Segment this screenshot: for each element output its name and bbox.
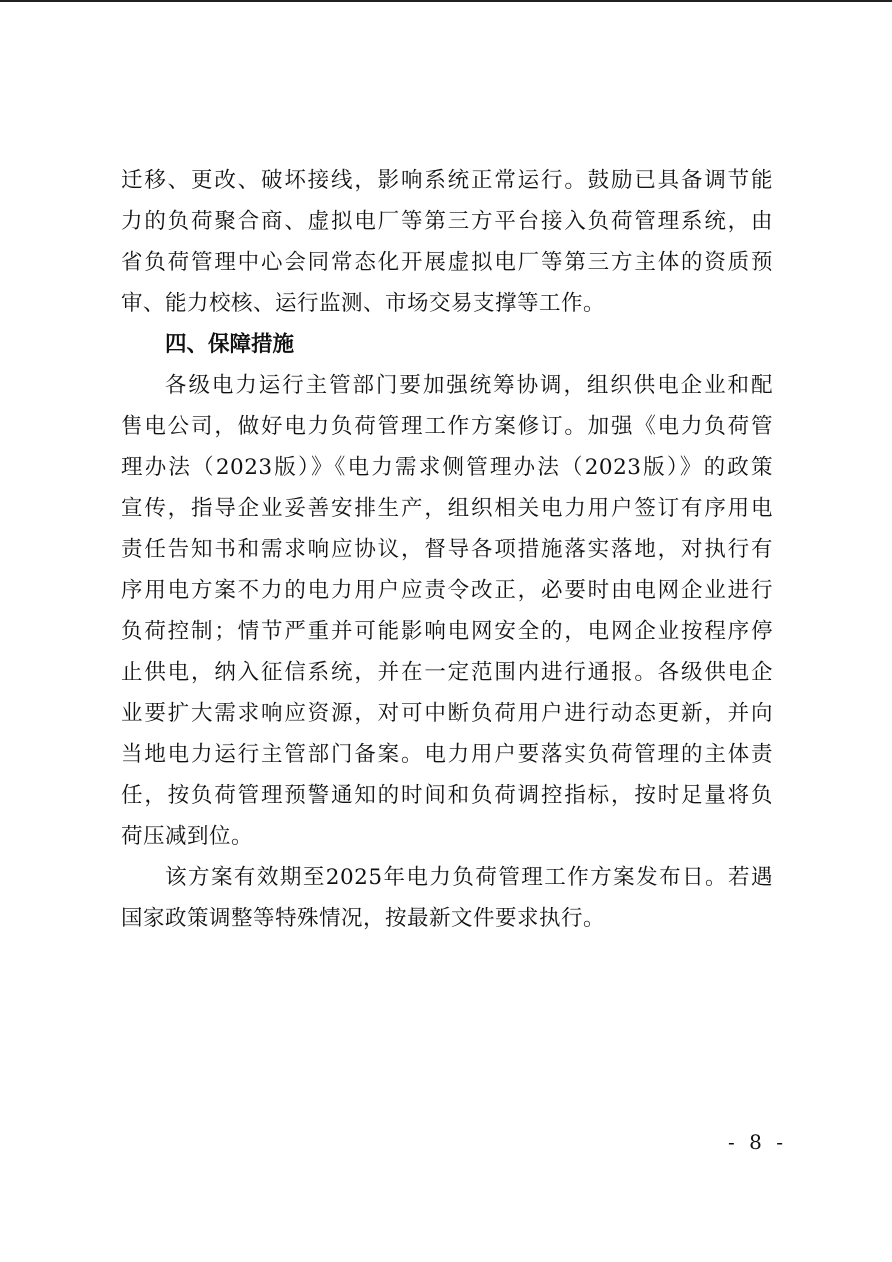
paragraph-validity bbox=[121, 857, 773, 939]
text-line: 负荷控制；情节严重并可能影响电网安全的，电网企业按程序停 bbox=[121, 619, 773, 644]
text-line: 售电公司，做好电力负荷管理工作方案修订。加强《电力负荷管 bbox=[121, 414, 773, 439]
text-line: 宣传，指导企业妥善安排生产，组织相关电力用户签订有序用电 bbox=[121, 496, 773, 521]
text-line: 国家政策调整等特殊情况，按最新文件要求执行。 bbox=[121, 906, 606, 931]
text-line: 止供电，纳入征信系统，并在一定范围内进行通报。各级供电企 bbox=[121, 660, 773, 685]
text-line: 理办法（2023版）》《电力需求侧管理办法（2023版）》的政策 bbox=[121, 455, 773, 480]
text-line: 序用电方案不力的电力用户应责令改正，必要时由电网企业进行 bbox=[121, 578, 773, 603]
text-line: 责任告知书和需求响应协议，督导各项措施落实落地，对执行有 bbox=[121, 537, 773, 562]
text-line: 各级电力运行主管部门要加强统筹协调，组织供电企业和配 bbox=[165, 373, 773, 398]
paragraph-measures bbox=[121, 365, 773, 857]
text-line: 当地电力运行主管部门备案。电力用户要落实负荷管理的主体责 bbox=[121, 742, 773, 767]
text-line: 迁移、更改、破坏接线，影响系统正常运行。鼓励已具备调节能 bbox=[121, 168, 773, 193]
section-heading: 四、保障措施 bbox=[165, 332, 295, 357]
text-line: 力的负荷聚合商、虚拟电厂等第三方平台接入负荷管理系统，由 bbox=[121, 209, 773, 234]
text-line: 业要扩大需求响应资源，对可中断负荷用户进行动态更新，并向 bbox=[121, 701, 773, 726]
page-top-border bbox=[0, 0, 892, 2]
text-line: 荷压减到位。 bbox=[121, 824, 254, 849]
page-number: - 8 - bbox=[728, 1130, 787, 1154]
text-line: 任，按负荷管理预警通知的时间和负荷调控指标，按时足量将负 bbox=[121, 783, 773, 808]
text-line: 审、能力校核、运行监测、市场交易支撑等工作。 bbox=[121, 291, 606, 316]
text-line: 省负荷管理中心会同常态化开展虚拟电厂等第三方主体的资质预 bbox=[121, 250, 773, 275]
document-body bbox=[121, 160, 773, 939]
paragraph-continued bbox=[121, 160, 773, 324]
text-line: 该方案有效期至2025年电力负荷管理工作方案发布日。若遇 bbox=[165, 865, 773, 890]
